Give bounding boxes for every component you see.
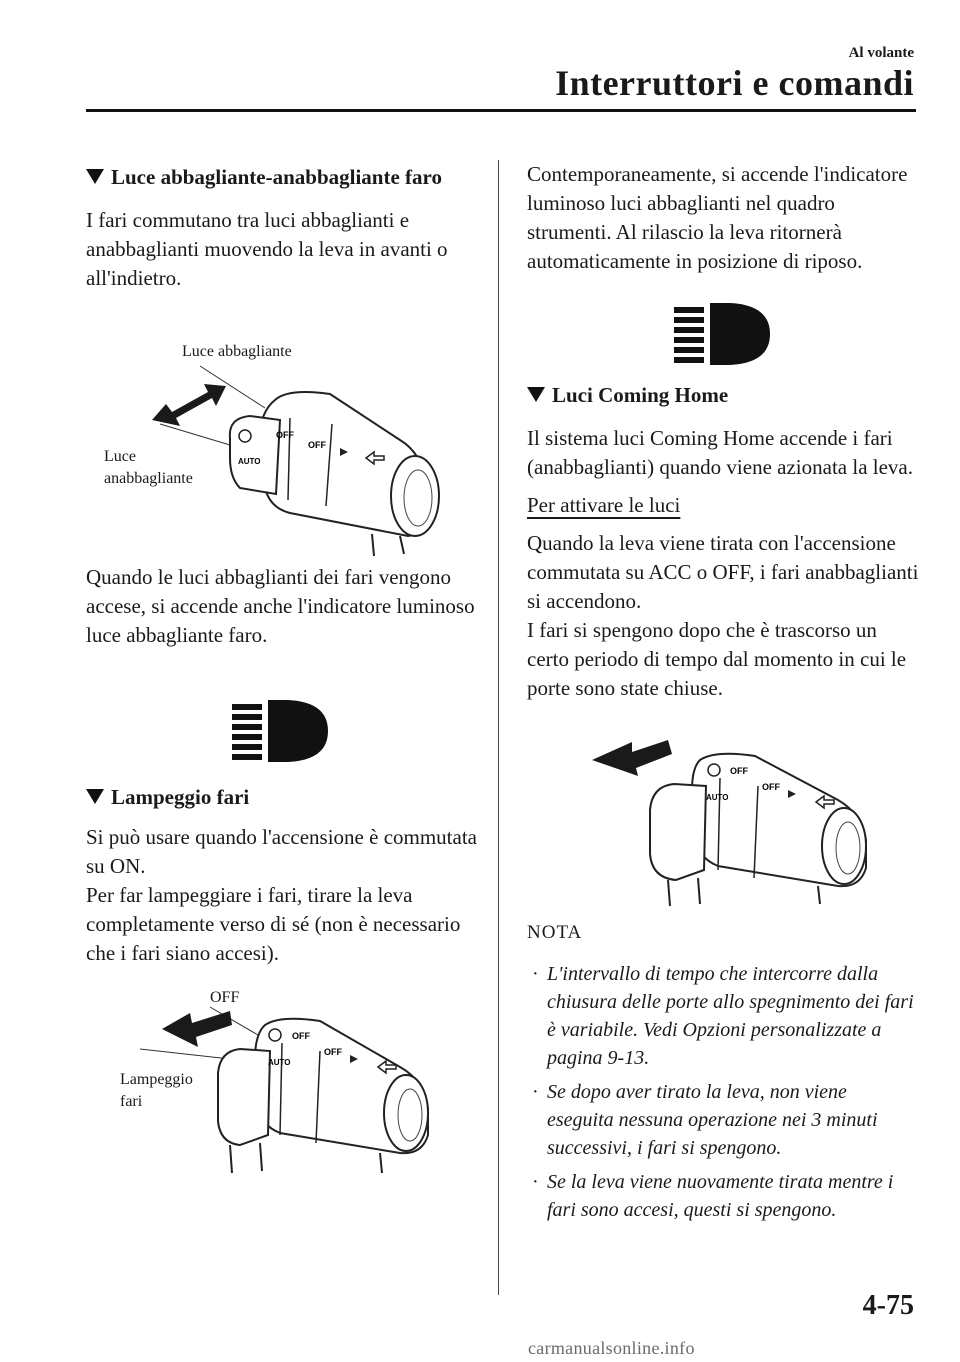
label-off: OFF (210, 989, 240, 1006)
left-column (86, 163, 478, 293)
high-beam-indicator-icon-2 (668, 303, 772, 365)
lever-label-auto-3: AUTO (706, 793, 729, 802)
lever-label-off-6: OFF (762, 782, 780, 792)
watermark: carmanualsonline.info (528, 1338, 695, 1358)
triangle-bullet-icon (86, 789, 104, 804)
triangle-bullet-icon (527, 387, 545, 402)
label-low-beam-line2: anabbagliante (104, 470, 193, 487)
lever-label-auto-2: AUTO (268, 1058, 291, 1067)
header-rule (86, 109, 916, 112)
triangle-bullet-icon (86, 169, 104, 184)
paragraph-coming-home: Il sistema luci Coming Home accende i fari (anabbaglianti) quando viene azionata la leva. (527, 426, 913, 479)
note-item: · Se la leva viene nuovamente tirata mentre i fari sono accesi, questi si spengono. (527, 1168, 917, 1224)
column-divider (498, 160, 499, 1295)
note-title: NOTA (527, 922, 583, 943)
paragraph-lights-off: I fari si spengono dopo che è trascorso un certo periodo di tempo dal momento in cui le porte sono state chiuse. (527, 618, 907, 700)
chapter-title: Interruttori e comandi (555, 63, 914, 103)
label-high-beam: Luce abbagliante (182, 343, 292, 360)
lever-label-auto-1: AUTO (238, 457, 261, 466)
lever-illustration-1 (100, 338, 460, 558)
paragraph-flash-on: Si può usare quando l'accensione è commutata su ON. (86, 825, 477, 878)
paragraph-beam-switch: I fari commutano tra luci abbaglianti e anabbaglianti muovendo la leva in avanti o all'indietro. (86, 208, 448, 290)
lever-label-off-3: OFF (292, 1031, 310, 1041)
figure-lever-flash (110, 985, 460, 1175)
paragraph-high-beam-indicator: Quando le luci abbaglianti dei fari vengono accese, si accende anche l'indicatore luminoso luce abbagliante faro. (86, 565, 475, 647)
paragraph-indicator-release: Contemporaneamente, si accende l'indicatore luminoso luci abbaglianti nel quadro strumenti. Al rilascio la leva ritornerà automaticamente in posizione di riposo. (527, 162, 908, 273)
paragraph-flash-pull: Per far lampeggiare i fari, tirare la leva completamente verso di sé (non è necessario che i fari siano accesi). (86, 883, 461, 965)
label-flash-line1: Lampeggio (120, 1071, 193, 1088)
heading-flash: Lampeggio fari (86, 783, 478, 811)
note-item: · Se dopo aver tirato la leva, non viene eseguita nessuna operazione nei 3 minuti successivi, i fari si spengono. (527, 1078, 917, 1162)
figure-lever-beam (100, 338, 460, 558)
heading-coming-home: Luci Coming Home (527, 381, 919, 409)
lever-illustration-3 (580, 728, 920, 908)
page-number: 4-75 (862, 1290, 914, 1321)
label-flash-line2: fari (120, 1093, 143, 1110)
lever-label-off-5: OFF (730, 766, 748, 776)
note-item: · L'intervallo di tempo che intercorre dalla chiusura delle porte allo spegnimento dei fari è variabile. Vedi Opzioni personalizzate a pagina 9-13. (527, 960, 917, 1072)
heading-high-low-beam: Luce abbagliante-anabbagliante faro (86, 163, 478, 191)
figure-lever-coming-home (580, 728, 920, 908)
lever-label-off-4: OFF (324, 1047, 342, 1057)
high-beam-indicator-icon (226, 700, 330, 762)
lever-label-off-1: OFF (276, 430, 294, 440)
section-label: Al volante (848, 45, 914, 61)
subheading-activate: Per attivare le luci (527, 493, 681, 517)
bullet-dot: · (532, 963, 539, 985)
note-list (527, 960, 917, 1224)
right-column (527, 160, 919, 276)
bullet-dot: · (532, 1081, 539, 1103)
label-low-beam-line1: Luce (104, 448, 136, 465)
lever-label-off-2: OFF (308, 440, 326, 450)
paragraph-activate: Quando la leva viene tirata con l'accensione commutata su ACC o OFF, i fari anabbaglianti si accendono. (527, 531, 919, 613)
bullet-dot: · (532, 1171, 539, 1193)
